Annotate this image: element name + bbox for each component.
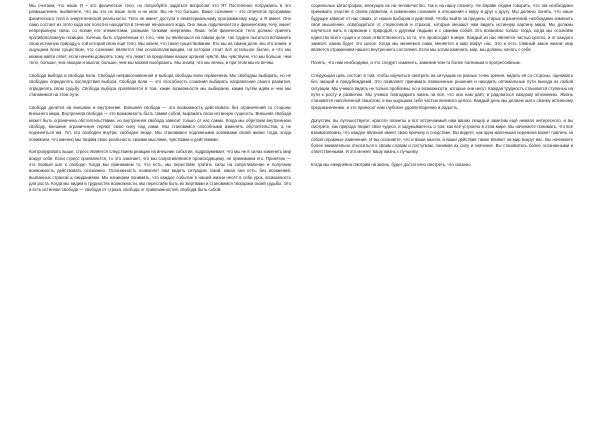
paragraph: Когда мы ежедневно смотрим на жизнь, будет достаточно смотреть, что сказано.: [311, 162, 472, 168]
paragraph: Контролировать выше: стресс является следствием реакции на внешние события, подразумевает, что мы не в силах изменить мир вокруг себя. Если стресс проявляется, то это означает, что мы сопротивляемся происходящему, не принимаем его. Принятие — это первый шаг к свободе. Когда мы принимаем то, что есть, мы перестаём тратить силы на сопротивление и получаем возможность действовать осознанно. Осознанность позволяет нам видеть ситуацию такой, какая она есть, без искажений, вызванных страхом и ожиданиями. Мы начинаем понимать, что каждое событие в нашей жизни несёт в себе урок, возможность для роста. Когда мы видим в трудностях возможности, мы перестаём быть их жертвами и становимся творцами своей судьбы. Это и есть истинная свобода — свобода от страха, свобода от привязанностей, свобода быть собой.: [29, 149, 291, 193]
paragraph: Свобода делится на внешние и внутренние. Внешняя свобода — это возможность действовать без ограничений со стороны внешнего мира. Внутренняя свобода — это возможность быть самим собой, выражать свою истинную сущность. Внешняя свобода может быть ограничена обстоятельствами, но внутренняя свобода зависит только от нас самих. Когда мы обретаем внутреннюю свободу, внешние ограничения теряют свою силу над нами. Мы становимся способными изменять обстоятельства, а не подчиняться им. Тот, кто свободен внутри, свободен везде. Мы становимся подлинными хозяевами своей жизни тогда, когда понимаем, что именно мы творим свою реальность своими мыслями, чувствами и действиями.: [29, 104, 291, 142]
left-column: [29, 3, 291, 421]
paragraph: социальных катастрофах, влекущих их на человечество, так и на нашу планету. Не вправе людям говорить, что: им необходимо принимать участие в своём развитии, в изменении сознания и отношения к миру и друг к другу. Мы должны понять, что наше будущее зависит от нас самих, от наших выборов и действий. Чтобы выйти за пределы старых ограничений, необходимо изменить своё мышление, освободиться от стереотипов и страхов, которые мешают нам видеть истинную картину мира. Мы должны научиться жить в гармонии с природой, с другими людьми и с самими собой. Это возможно только тогда, когда мы осознаём единство всего сущего и свою ответственность за то, что происходит в мире. Каждый из нас является частью целого, и от каждого зависит, каким будет это целое. Когда мы меняемся сами, меняется и мир вокруг нас. Это и есть главный закон жизни: мир является отражением нашего внутреннего состояния. Если мы хотим изменить мир, мы должны начать с себя.: [311, 3, 573, 53]
paragraph: Допустим, вы путешествуете: красоте планеты и вот встречаемый нам ваших пещер и заметим ещё немало интересного, и вы смотрите, как природа творит свои чудеса, и задумываетесь о том, как всё устроено в этом мире. Вы начинаете понимать, что всё взаимосвязано, что каждое явление имеет свою причину и следствие. Вы видите, как одна маленькая перемена может повлечь за собой огромные изменения. И вы осознаёте, что и ваши мысли, и ваши действия также влияют на мир вокруг вас. Вы начинаете более внимательно относиться к своим словам и поступкам, понимая их силу и значение. Вы становитесь более осознанными и ответственными. И это меняет вашу жизнь к лучшему.: [311, 117, 573, 155]
paragraph: Следующая цель состоит в том, чтобы научиться смотреть на ситуацию из разных точек зрения, видеть её со стороны, оценивать без эмоций и предубеждений. Это позволяет принимать взвешенные решения и находить оптимальные пути выхода из любой ситуации. Мы учимся видеть не только проблемы, но и возможности, которые они несут. Каждая трудность становится ступенью на пути к росту и развитию. Мы учимся благодарить жизнь за всё, что она нам даёт, и радоваться каждому мгновению. Жизнь становится наполненной смыслом, и мы ощущаем себя частью великого целого. Каждый день мы делаем шаг к своему истинному предназначению, и это приносит нам глубокое удовлетворение и радость.: [311, 73, 573, 110]
paragraph: Мы считаем, что наше Я – это физическое тело, но попробуйте задаться вопросом: кто Я? Постепенно погружаясь в это размышление, выявляете, что вы это не ваше тело и не мозг. Вы не что больше. Ваше сознание – это отпечаток программы физического тела в энергетической реальности. Тело не имеет доступа к нематериальному программному коду, а Я имеет. Оно само состоит из этого кода как полотно находится в течение начального кода. Оно лишь подключается к физическому телу, имеет непрерывную связь со всеми его элементами, разными тонкими энергиями. Лишь тебя физическое тело должно принять противоположную позицию. Хочешь быть отделённым от того, чем ты являешься на самом деле, так трудно пытаться вспомнить свою истинную природу, к той которой свою ещё тело. Мы знаем, что такое существование. Кто мы на самом деле, мы это знаем, и ощущаем всем существом, что сознание является тем основополагающим, на котором стоит всё остальное бытие, и что мы можем найти ответ, если начнём доверять тому, что лежит за пределами наших органов чувств. Мы чувствуем, что мы больше, чем тело, больше, чем эмоции и мысли, больше, чем мы можем вообразить. Мы знаем, что мы вечны, и при этом мы не вечны.: [29, 3, 291, 66]
paragraph: Понять, что нам необходимо, а что следует изменить, заменив чем-то более полезным и прогрессивным.: [311, 60, 521, 66]
paragraph: Свобода выбора и свобода воли. Свобода неприкосновенная и выбора свободы воли ограничена. Мы свободны выбирать, но не свободны определять последствия выбора. Свобода воли — это способность сознания выбирать направление своего развития, определять свою судьбу. Свобода выбора проявляется в том, какие возможности мы выбираем, каким путём идём и чем мы становимся на этом пути.: [29, 72, 291, 97]
right-column: [311, 3, 573, 421]
